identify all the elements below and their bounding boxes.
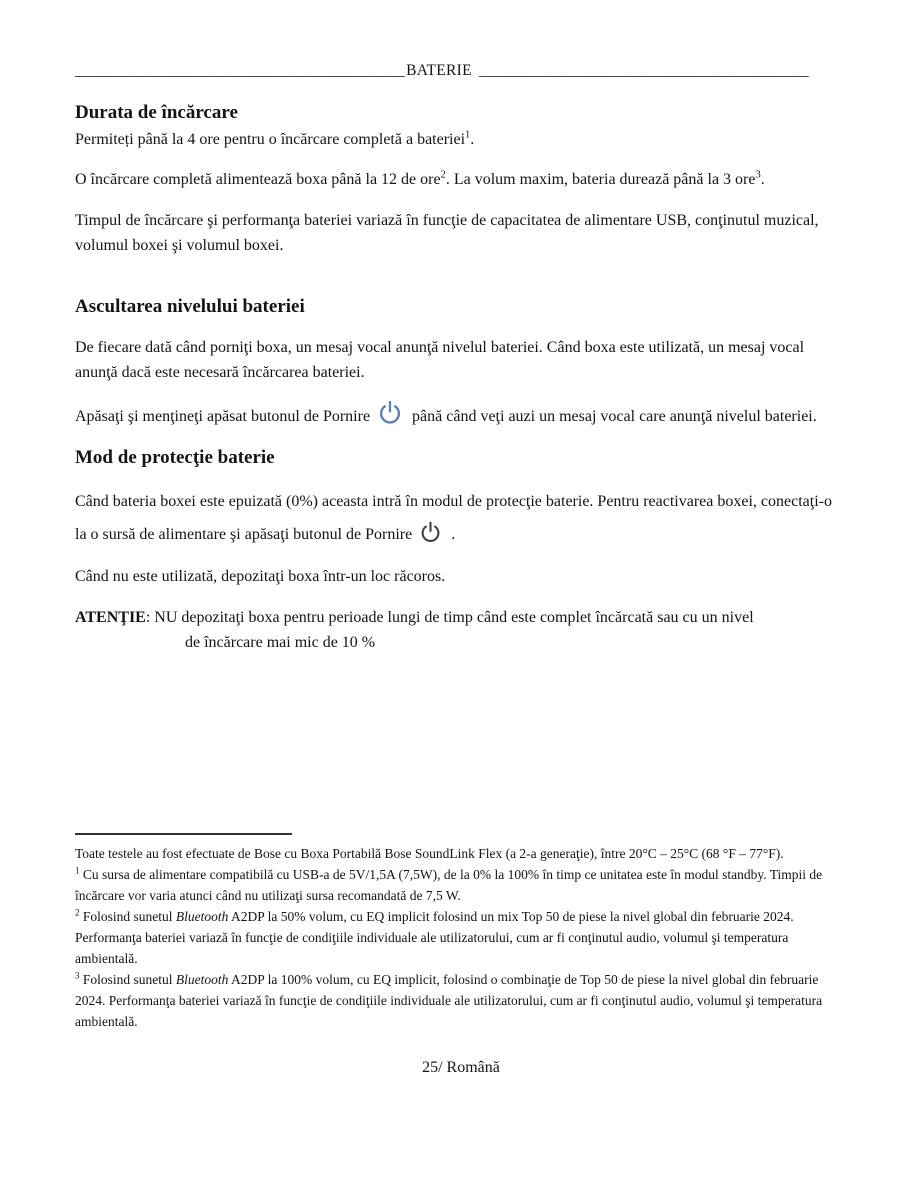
footnote-2 (75, 906, 847, 969)
footnote-3-marker: 3 (75, 970, 80, 981)
footnote-ref-2: 2 (440, 169, 446, 181)
paragraph-voice-prompt: De fiecare dată când porniţi boxa, un mesaj vocal anunţă nivelul bateriei. Când boxa este utilizată, un mesaj vocal anunţă dacă este necesară încărcarea bateriei. (75, 339, 805, 381)
paragraph-text: . (451, 526, 456, 543)
paragraph-charge-time (75, 127, 847, 152)
page-number: 25/ Română (422, 1059, 500, 1076)
paragraph-text: până când veţi auzi un mesaj vocal care anunţă nivelul bateriei. (412, 408, 817, 425)
paragraph-text: Când bateria boxei este epuizată (0%) aceasta intră în modul de protecţie baterie. Pentru reactivarea boxei, conectaţi-o la o sursă de alimentare şi apăsaţi butonul de Pornire (75, 493, 832, 543)
power-icon (418, 520, 443, 545)
paragraph-storage: Când nu este utilizată, depozitaţi boxa într-un loc răcoros. (75, 568, 446, 585)
header-rule-left: _________________________________________ (75, 62, 406, 79)
warning-line1 (75, 605, 847, 630)
page-header-title: BATERIE (406, 62, 472, 79)
warning-label: ATENŢIE (75, 609, 146, 626)
warning-note (75, 605, 847, 655)
section-heading-battery-level: Ascultarea nivelului bateriei (75, 296, 305, 317)
footnote-separator (75, 833, 292, 835)
footnote-area (75, 833, 847, 1032)
paragraph-text: Permiteți până la 4 ore pentru o încărcare completă a bateriei (75, 131, 466, 148)
footnote-text: Folosind sunetul (79, 972, 176, 987)
footnote-1 (75, 864, 847, 906)
section-heading-protection-mode: Mod de protecţie baterie (75, 447, 275, 468)
footnote-text: Folosind sunetul (79, 909, 176, 924)
paragraph-playtime (75, 167, 847, 192)
footnote-2-marker: 2 (75, 907, 80, 918)
power-icon (376, 399, 404, 427)
footnote-3 (75, 969, 847, 1032)
warning-line2: de încărcare mai mic de 10 % (185, 634, 376, 651)
page-header (75, 62, 847, 80)
footnote-1-marker: 1 (75, 865, 80, 876)
warning-text: : NU depozitaţi boxa pentru perioade lungi de timp când este complet încărcată sau cu un nivel (145, 609, 754, 626)
footnote-ref-3: 3 (755, 169, 761, 181)
footnote-text: A2DP la 50% volum, cu EQ implicit folosind un mix Top 50 de piese la nivel global din februarie 2024. Performanţa bateriei variază în funcţie de condiţiile individuale ale utilizatorului, cum ar fi conţinutul audio, volumul şi temperatura ambientală. (75, 909, 794, 966)
footnote-italic-bluetooth: Bluetooth (175, 972, 229, 987)
footnote-text: A2DP la 100% volum, cu EQ implicit, folosind o combinaţie de Top 50 de piese la nivel global din februarie 2024. Performanţa bateriei variază în funcţie de condiţiile individuale ale utilizatorului, cum ar fi conţinutul audio, volumul şi temperatura ambientală. (75, 972, 823, 1029)
paragraph-text: . La volum maxim, bateria durează până la 3 ore (445, 171, 756, 188)
footnote-italic-bluetooth: Bluetooth (175, 909, 229, 924)
paragraph-text: O încărcare completă alimentează boxa până la 12 de ore (75, 171, 441, 188)
paragraph-text: . (470, 131, 475, 148)
paragraph-text: Apăsaţi şi menţineţi apăsat butonul de Pornire (75, 408, 371, 425)
paragraph-charge-variance: Timpul de încărcare şi performanţa bateriei variază în funcţie de capacitatea de alimentare USB, conţinutul muzical, volumul boxei şi volumul boxei. (75, 212, 819, 254)
footnote-text: Cu sursa de alimentare compatibilă cu USB-a de 5V/1,5A (7,5W), de la 0% la 100% în timp ce unitatea este în modul standby. Timpii de încărcare vor varia atunci când nu utilizaţi sursa recomandată de 7,5 W. (75, 867, 823, 903)
paragraph-text: . (760, 171, 765, 188)
section-heading-charging-duration: Durata de încărcare (75, 102, 238, 123)
footnote-general: Toate testele au fost efectuate de Bose cu Boxa Portabilă Bose SoundLink Flex (a 2-a generaţie), între 20°C – 25°C (68 °F – 77°F). (75, 846, 784, 861)
paragraph-protection-mode (75, 485, 847, 551)
header-rule-right: _________________________________________ (478, 62, 809, 79)
paragraph-hold-power-button (75, 399, 847, 429)
footnote-ref-1: 1 (465, 129, 471, 141)
